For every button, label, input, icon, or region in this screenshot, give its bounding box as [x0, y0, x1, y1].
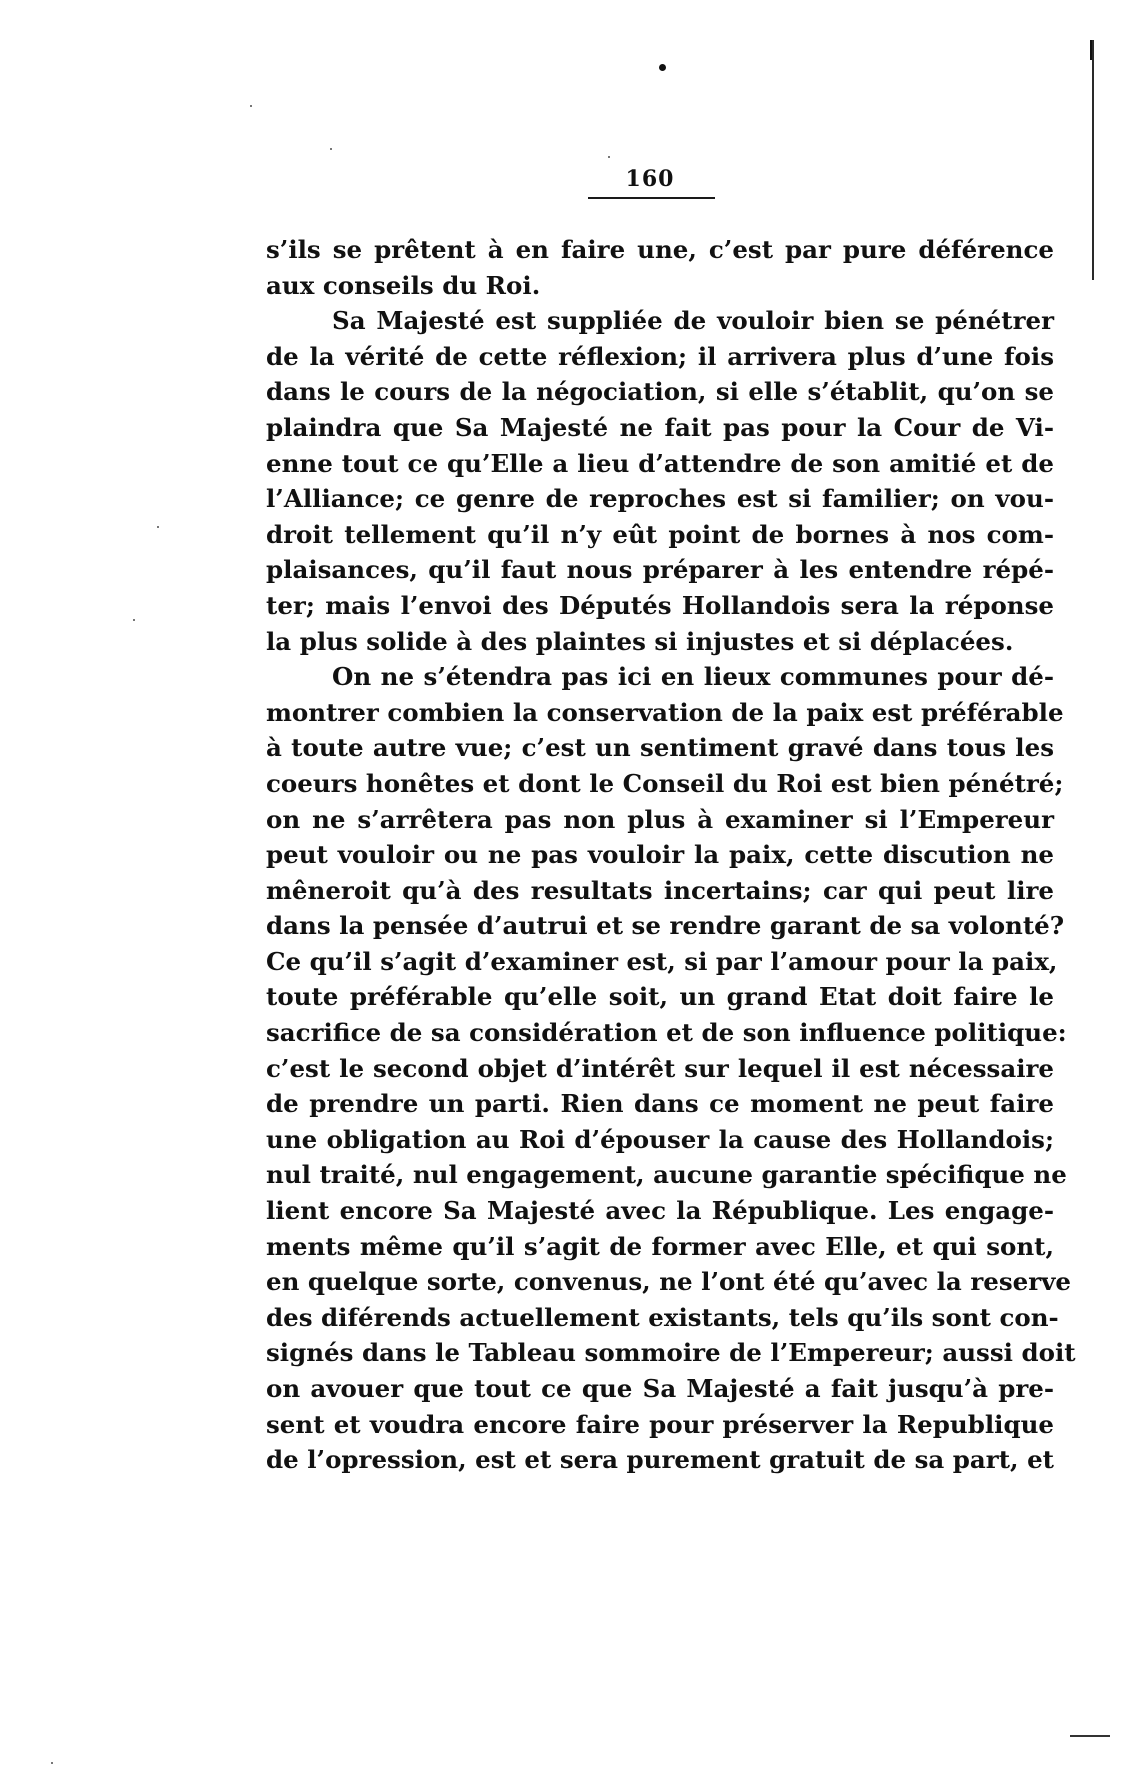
text-line: Sa Majesté est suppliée de vouloir bien se pénétrer	[332, 306, 1054, 336]
scan-speck	[157, 526, 159, 528]
text-line: des diférends actuellement existants, tels qu’ils sont con-	[266, 1302, 1059, 1332]
text-line: on ne s’arrêtera pas non plus à examiner si l’Empereur	[266, 804, 1054, 834]
text-line: plaisances, qu’il faut nous préparer à les entendre répé-	[266, 555, 1054, 585]
page-number-rule	[588, 197, 715, 199]
scan-speck	[608, 156, 610, 158]
text-line: peut vouloir ou ne pas vouloir la paix, cette discution ne	[266, 840, 1054, 870]
text-line: en quelque sorte, convenus, ne l’ont été qu’avec la reserve	[266, 1267, 1071, 1297]
text-line: dans le cours de la négociation, si elle s’établit, qu’on se	[266, 377, 1054, 407]
page-number: 160	[625, 166, 675, 192]
text-line: signés dans le Tableau sommoire de l’Empereur; aussi doit	[266, 1338, 1076, 1368]
text-line: on avouer que tout ce que Sa Majesté a fait jusqu’à pre-	[266, 1374, 1054, 1403]
text-line: On ne s’étendra pas ici en lieux communes pour dé-	[332, 662, 1054, 692]
text-line: dans la pensée d’autrui et se rendre garant de sa volonté?	[266, 911, 1065, 941]
text-line: ter; mais l’envoi des Députés Hollandois sera la réponse	[266, 590, 1054, 620]
scan-speck	[133, 619, 135, 621]
text-line: s’ils se prêtent à en faire une, c’est par pure déférence	[266, 235, 1054, 264]
text-line: plaindra que Sa Majesté ne fait pas pour la Cour de Vi-	[266, 412, 1054, 442]
text-line: sacrifice de sa considération et de son influence politique:	[266, 1018, 1067, 1048]
text-line: montrer combien la conservation de la paix est préférable	[266, 697, 1064, 727]
ink-dot	[659, 64, 666, 71]
text-line: une obligation au Roi d’épouser la cause des Hollandois;	[266, 1124, 1054, 1154]
scan-speck	[250, 105, 252, 107]
text-line: mêneroit qu’à des resultats incertains; car qui peut lire	[266, 875, 1054, 905]
scan-edge-line-bottom	[1070, 1735, 1110, 1737]
text-line: l’Alliance; ce genre de reproches est si familier; on vou-	[266, 484, 1054, 514]
text-line: de l’opression, est et sera purement gratuit de sa part, et	[266, 1445, 1054, 1475]
scan-speck	[51, 1762, 53, 1764]
text-line: toute préférable qu’elle soit, un grand Etat doit faire le	[266, 982, 1054, 1012]
text-line: lient encore Sa Majesté avec la République. Les engage-	[266, 1196, 1054, 1226]
text-line: la plus solide à des plaintes si injustes et si déplacées.	[266, 626, 1014, 656]
scan-speck	[330, 148, 332, 150]
text-line: coeurs honêtes et dont le Conseil du Roi est bien pénétré;	[266, 768, 1064, 798]
text-line: Ce qu’il s’agit d’examiner est, si par l’amour pour la paix,	[266, 946, 1058, 976]
text-line: enne tout ce qu’Elle a lieu d’attendre de son amitié et de	[266, 448, 1054, 478]
text-line: ments même qu’il s’agit de former avec Elle, et qui sont,	[266, 1231, 1054, 1261]
text-line: de prendre un parti. Rien dans ce moment ne peut faire	[266, 1089, 1054, 1119]
text-line: sent et voudra encore faire pour préserver la Republique	[266, 1409, 1054, 1439]
text-line: droit tellement qu’il n’y eût point de bornes à nos com-	[266, 519, 1054, 549]
text-line: de la vérité de cette réflexion; il arrivera plus d’une fois	[266, 341, 1054, 371]
scan-edge-line	[1092, 40, 1094, 280]
text-line: aux conseils du Roi.	[266, 270, 541, 300]
body-text	[266, 232, 1076, 1478]
text-line: nul traité, nul engagement, aucune garantie spécifique ne	[266, 1160, 1067, 1190]
text-line: c’est le second objet d’intérêt sur lequel il est nécessaire	[266, 1053, 1054, 1083]
text-line: à toute autre vue; c’est un sentiment gravé dans tous les	[266, 733, 1054, 763]
